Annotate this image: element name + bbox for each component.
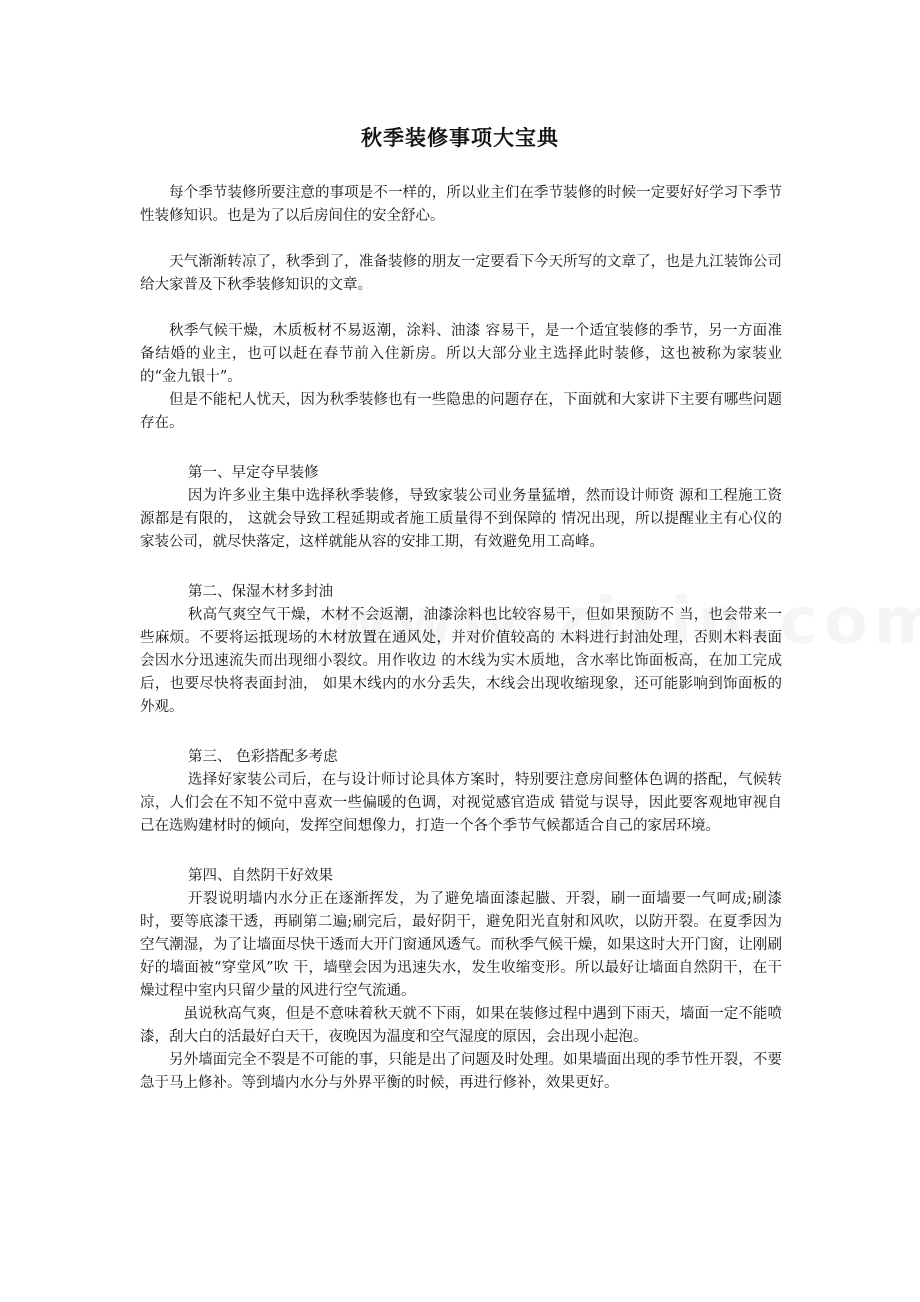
section-heading-4: 第四、自然阴干好效果 <box>188 868 333 884</box>
document-title: 秋季装修事项大宝典 <box>361 125 559 150</box>
section-heading-3: 第三、 色彩搭配多考虑 <box>188 749 338 765</box>
document-body <box>140 182 782 1095</box>
intro-paragraph-1: 每个季节装修所要注意的事项是不一样的，所以业主们在季节装修的时候一定要好好学习下季节性装修知识。也是为了以后房间住的安全舒心。 <box>140 185 782 224</box>
section-4-paragraph-3: 另外墙面完全不裂是不可能的事，只能是出了问题及时处理。如果墙面出现的季节性开裂，不要急于马上修补。等到墙内水分与外界平衡的时候，再进行修补，效果更好。 <box>140 1052 782 1091</box>
section-1-paragraph-1: 因为许多业主集中选择秋季装修，导致家装公司业务量猛增，然而设计师资 源和工程施工资源都是有限的， 这就会导致工程延期或者施工质量得不到保障的 情况出现，所以提醒业主有心仪的家装公司，就尽快落定，这样就能从容的安排工期，有效避免用工高峰。 <box>140 488 782 550</box>
section-2-paragraph-1: 秋高气爽空气干燥，木材不会返潮，油漆涂料也比较容易干，但如果预防不 当，也会带来一些麻烦。不要将运抵现场的木材放置在通风处，并对价值较高的 木料进行封油处理，否则木料表面会因水分迅速流失而出现细小裂纹。用作收边 的木线为实木质地，含水率比饰面板高，在加工完成后，也要尽快将表面封油， 如果木线内的水分丢失，木线会出现收缩现象，还可能影响到饰面板的外观。 <box>140 607 782 715</box>
section-4-paragraph-2: 虽说秋高气爽，但是不意味着秋天就不下雨，如果在装修过程中遇到下雨天，墙面一定不能喷漆，刮大白的活最好白天干，夜晚因为温度和空气湿度的原因，会出现小起泡。 <box>140 1006 782 1045</box>
section-3-paragraph-1: 选择好家装公司后，在与设计师讨论具体方案时，特别要注意房间整体色调的搭配，气候转凉，人们会在不知不觉中喜欢一些偏暖的色调，对视觉感官造成 错觉与误导，因此要客观地审视自己在选购建材时的倾向，发挥空间想像力，打造一个各个季节气候都适合自己的家居环境。 <box>140 772 782 834</box>
intro-paragraph-3: 秋季气候干燥，木质板材不易返潮，涂料、油漆 容易干，是一个适宜装修的季节，另一方面准备结婚的业主，也可以赶在春节前入住新房。所以大部分业主选择此时装修，这也被称为家装业的“金九银十”。 <box>140 323 782 385</box>
section-4-paragraph-1: 开裂说明墙内水分正在逐渐挥发，为了避免墙面漆起臌、开裂，刷一面墙要一气呵成;刷漆时，要等底漆干透，再刷第二遍;刷完后，最好阴干，避免阳光直射和风吹，以防开裂。在夏季因为空气潮湿，为了让墙面尽快干透而大开门窗通风透气。而秋季气候干燥，如果这时大开门窗，让刚刷好的墙面被“穿堂风”吹 干，墙壁会因为迅速失水，发生收缩变形。所以最好让墙面自然阴干，在干燥过程中室内只留少量的风进行空气流通。 <box>140 891 782 999</box>
intro-paragraph-2: 天气渐渐转凉了，秋季到了，准备装修的朋友一定要看下今天所写的文章了，也是九江装饰公司给大家普及下秋季装修知识的文章。 <box>140 254 782 293</box>
section-heading-1: 第一、早定夺早装修 <box>188 465 319 481</box>
section-heading-2: 第二、保湿木材多封油 <box>188 584 333 600</box>
intro-paragraph-4: 但是不能杞人忧天，因为秋季装修也有一些隐患的问题存在，下面就和大家讲下主要有哪些问题存在。 <box>140 392 782 431</box>
